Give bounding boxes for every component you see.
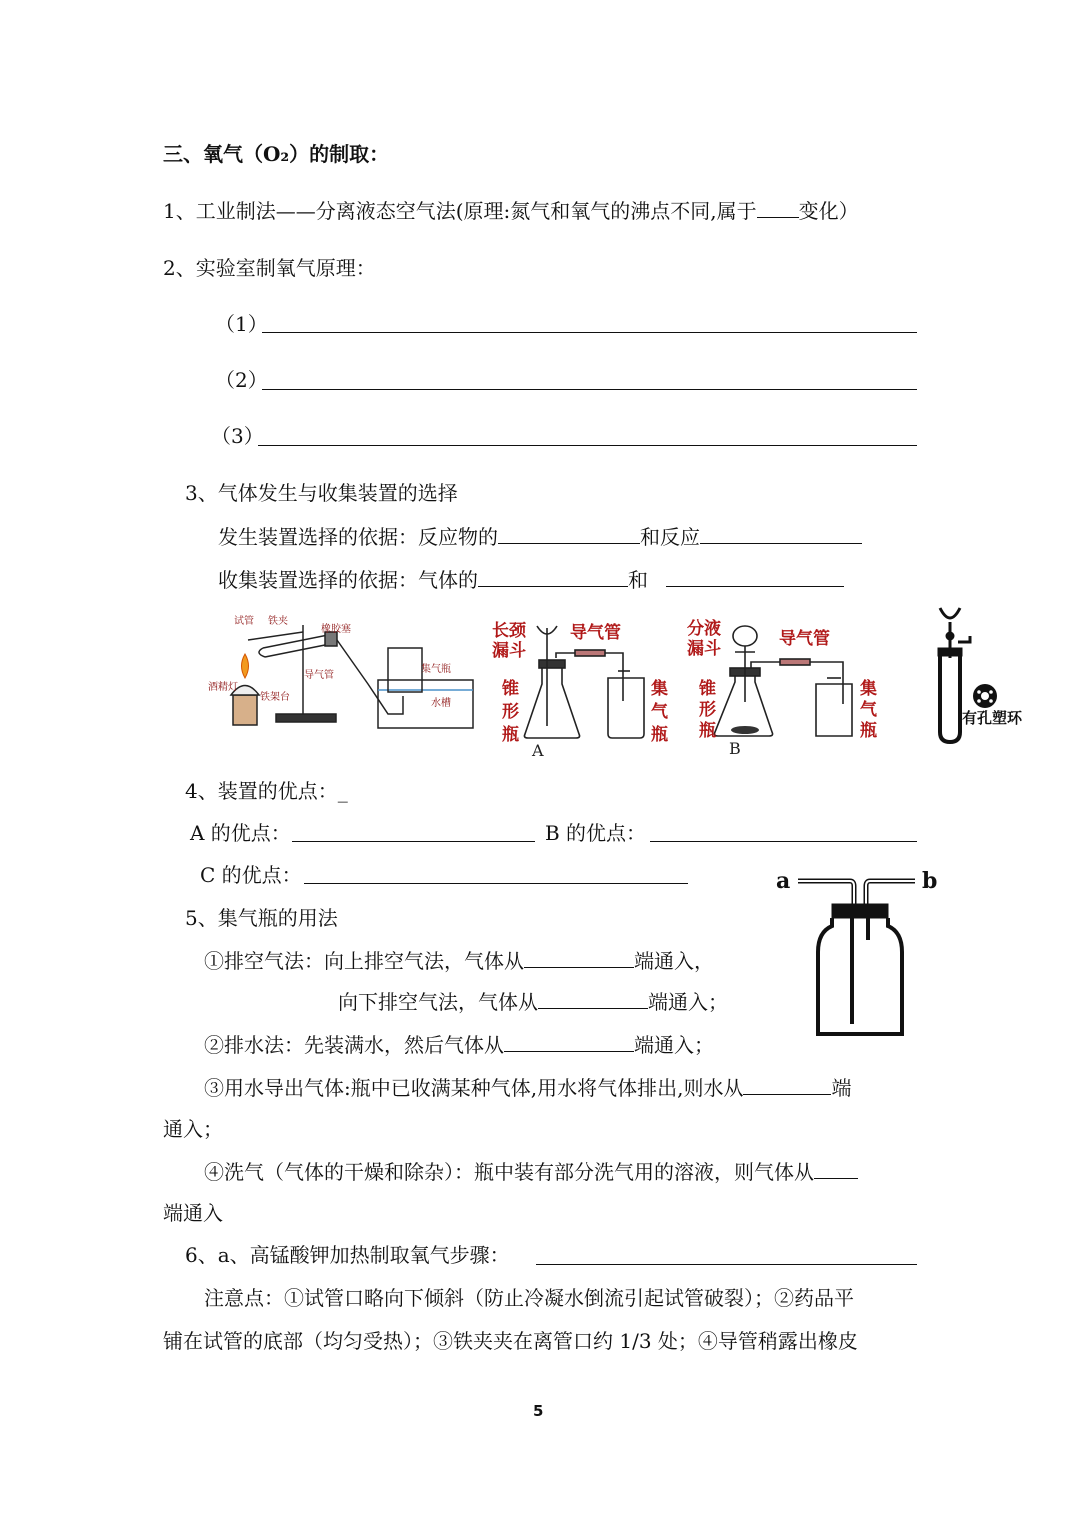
device-a-diagram: [490, 616, 680, 758]
item2-title: 2、实验室制氧气原理：: [163, 256, 376, 280]
gen-basis-line: [218, 523, 862, 550]
water-method-tail: 端通入；: [634, 1033, 714, 1057]
item1-line: [163, 197, 859, 224]
item6-steps-blank[interactable]: [536, 1264, 917, 1265]
item6-note-2: 铺在试管的底部（均匀受热）；③铁夹夹在离管口约 1/3 处；④导管稍露出橡皮: [163, 1329, 858, 1353]
col-basis-text: 收集装置选择的依据：气体的: [218, 568, 478, 592]
item6-note-1: 注意点：①试管口略向下倾斜（防止冷凝水倒流引起试管破裂）；②药品平: [204, 1286, 854, 1310]
label-a-flask-1: 锥: [502, 679, 519, 699]
item1-blank[interactable]: [757, 197, 799, 218]
downward-air-blank[interactable]: [538, 988, 648, 1009]
item3-title: 3、气体发生与收集装置的选择: [185, 481, 458, 505]
page-number: 5: [533, 1402, 544, 1420]
label-b-flask-2: 形: [699, 700, 716, 720]
water-out-text: ③用水导出气体:瓶中已收满某种气体,用水将气体排出,则水从: [204, 1076, 744, 1100]
item2-label-3: （3）: [211, 424, 264, 448]
col-basis-blank-2[interactable]: [666, 566, 844, 587]
col-basis-blank-1[interactable]: [478, 566, 628, 587]
label-b-bottle-3: 瓶: [860, 721, 877, 741]
item6-title: 6、a、高锰酸钾加热制取氧气步骤：: [185, 1243, 510, 1267]
b-advantage-blank[interactable]: [650, 841, 917, 842]
label-end-b: b: [922, 868, 938, 894]
item2-blank-2[interactable]: [262, 389, 917, 390]
b-advantage-label: B 的优点：: [545, 821, 647, 845]
item4-cursor: _: [337, 779, 348, 803]
label-iron-clamp: 铁夹: [268, 616, 288, 627]
downward-air-tail: 端通入；: [648, 990, 728, 1014]
item5-line-1: [204, 947, 714, 974]
item5-line-3: [204, 1031, 714, 1058]
item5-line-5: [204, 1158, 858, 1185]
label-alcohol-lamp: 酒精灯: [208, 682, 238, 693]
c-advantage-blank[interactable]: [304, 883, 688, 884]
label-b-bottle-1: 集: [860, 679, 877, 699]
item4-line: [185, 778, 348, 804]
a-advantage-label: A 的优点：: [190, 821, 291, 845]
col-basis-line: [218, 566, 844, 593]
item5-line-2: [338, 988, 728, 1015]
label-b-letter: B: [729, 739, 741, 758]
wash-gas-blank[interactable]: [814, 1158, 858, 1179]
item1-tail: 变化）: [798, 199, 859, 223]
label-a-tube: 导气管: [570, 623, 621, 643]
water-out-tail: 端: [831, 1076, 852, 1100]
item1-text: 1、工业制法——分离液态空气法(原理:氮气和氧气的沸点不同,属于: [163, 199, 757, 223]
item2-blank-3[interactable]: [258, 445, 917, 446]
item2-label-1: （1）: [215, 312, 268, 336]
heating-apparatus-diagram: [208, 610, 478, 735]
label-a-funnel-2: 漏斗: [492, 641, 526, 661]
label-a-bottle-2: 气: [651, 702, 668, 722]
label-end-a: a: [776, 868, 791, 894]
label-gas-tube: 导气管: [304, 670, 334, 681]
water-out-blank[interactable]: [743, 1074, 831, 1095]
wash-gas-cont: 端通入: [163, 1201, 223, 1225]
label-gas-bottle: 集气瓶: [421, 664, 451, 675]
label-b-funnel-2: 漏斗: [687, 639, 721, 659]
upward-air-text: ①排空气法：向上排空气法，气体从: [204, 949, 524, 973]
upward-air-blank[interactable]: [524, 947, 634, 968]
water-out-cont: 通入；: [163, 1117, 223, 1141]
label-water-trough: 水槽: [431, 698, 451, 709]
label-a-funnel-1: 长颈: [492, 621, 526, 641]
upward-air-tail: 端通入，: [634, 949, 714, 973]
label-b-flask-3: 瓶: [699, 721, 716, 741]
section-title: 三、氧气（O₂）的制取：: [163, 142, 390, 166]
gas-bottle-ab-diagram: [770, 862, 950, 1042]
gen-basis-blank-2[interactable]: [700, 523, 862, 544]
label-a-letter: A: [532, 741, 544, 760]
label-b-funnel-1: 分液: [687, 619, 721, 639]
item5-title: 5、集气瓶的用法: [185, 906, 338, 930]
c-advantage-label: C 的优点：: [200, 863, 302, 887]
gen-basis-blank-1[interactable]: [498, 523, 640, 544]
downward-air-text: 向下排空气法，气体从: [338, 990, 538, 1014]
col-basis-mid: 和: [628, 568, 648, 592]
label-a-flask-3: 瓶: [502, 725, 519, 745]
label-a-bottle-3: 瓶: [651, 725, 668, 745]
device-c-diagram: [930, 598, 1030, 746]
water-method-blank[interactable]: [504, 1031, 634, 1052]
device-b-diagram: [685, 614, 885, 758]
wash-gas-text: ④洗气（气体的干燥和除杂）：瓶中装有部分洗气用的溶液，则气体从: [204, 1160, 814, 1184]
label-b-tube: 导气管: [779, 629, 830, 649]
a-advantage-blank[interactable]: [292, 841, 535, 842]
label-a-bottle-1: 集: [651, 679, 668, 699]
water-method-text: ②排水法：先装满水，然后气体从: [204, 1033, 504, 1057]
gen-basis-text: 发生装置选择的依据：反应物的: [218, 525, 498, 549]
item2-label-2: （2）: [215, 368, 268, 392]
label-iron-stand: 铁架台: [260, 692, 290, 703]
item5-line-4: [204, 1074, 851, 1101]
label-test-tube: 试管: [234, 616, 254, 627]
label-rubber-stopper: 橡胶塞: [321, 624, 351, 635]
label-b-flask-1: 锥: [699, 679, 716, 699]
label-c-ring: 有孔塑环: [962, 709, 1023, 727]
item4-title: 4、装置的优点：: [185, 779, 338, 803]
label-b-bottle-2: 气: [860, 700, 877, 720]
item2-blank-1[interactable]: [262, 332, 917, 333]
label-a-flask-2: 形: [502, 702, 519, 722]
gen-basis-mid: 和反应: [640, 525, 700, 549]
